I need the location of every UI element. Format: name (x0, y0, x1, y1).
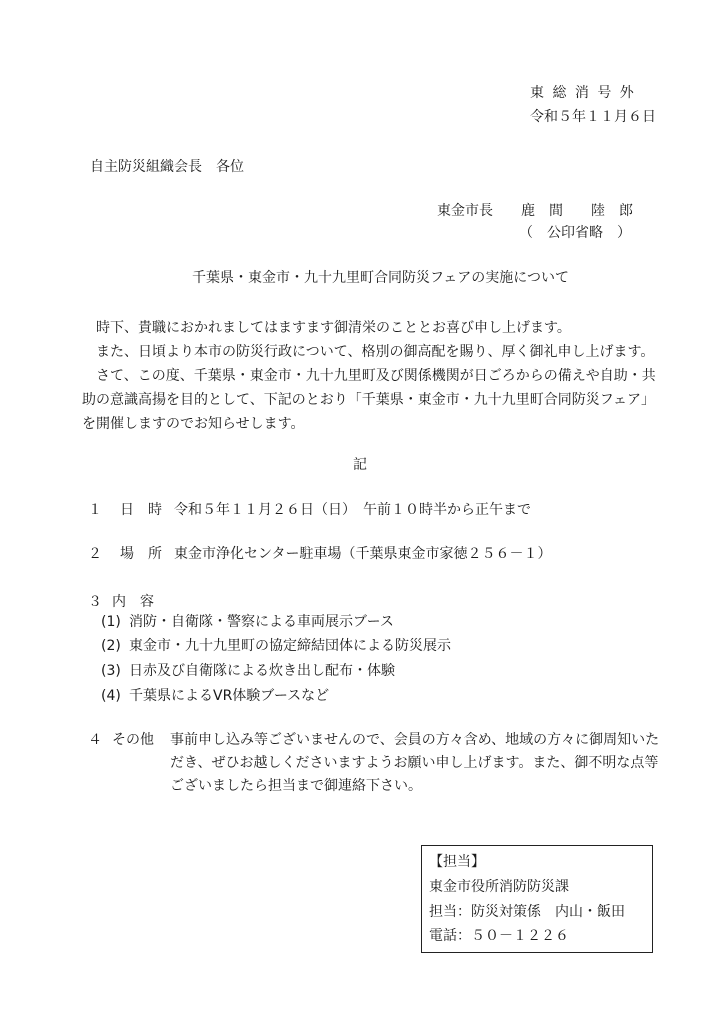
item-other-head (88, 729, 154, 752)
item-content-number: ３ (88, 594, 102, 610)
item-other-label: その他 (112, 732, 154, 748)
item-date-value: 令和５年１１月２６日（日） 午前１０時半から正午まで (174, 502, 531, 518)
subitem-number: (1) (101, 614, 121, 630)
body-paragraph-2: また、日頃より本市の防災行政について、格別の御高配を賜り、厚く御礼申し上げます。 (96, 344, 655, 360)
item-place-value: 東金市浄化センター駐車場（千葉県東金市家徳２５６－１） (174, 546, 552, 562)
item-place-number: ２ (88, 546, 102, 562)
ki-heading: 記 (353, 457, 367, 473)
document-title: 千葉県・東金市・九十九里町合同防災フェアの実施について (192, 270, 570, 286)
item-place-label: 場 所 (120, 546, 162, 562)
content-subitem (101, 686, 329, 706)
body-paragraph-3: さて、この度、千葉県・東金市・九十九里町及び関係機関が日ごろからの備えや自助・共助の意識高揚を目的として、下記のとおり「千葉県・東金市・九十九里町合同防災フェア」を開催しますのでお知らせします。 (82, 368, 656, 432)
contact-box (421, 845, 653, 953)
item-date-label: 日 時 (120, 502, 162, 518)
item-other-text: 事前申し込み等ございませんので、会員の方々含め、地域の方々に御周知いただき、ぜひお越しくださいますようお願い申し上げます。また、御不明な点等ございましたら担当まで御連絡下さい。 (170, 732, 660, 794)
item-place (88, 545, 551, 563)
document-date: 令和５年１１月６日 (530, 109, 656, 125)
contact-phone: 電話：５０－１２２６ (429, 928, 569, 944)
body-text (82, 316, 667, 436)
content-subitem (101, 636, 451, 656)
item-other (88, 729, 668, 801)
item-date-number: １ (88, 502, 102, 518)
item-other-number: ４ (88, 732, 102, 748)
subitem-text: 日赤及び自衛隊による炊き出し配布・体験 (129, 663, 395, 679)
subitem-number: (2) (101, 638, 121, 654)
document-number: 東 総 消 号 外 (530, 85, 636, 101)
subitem-text: 千葉県によるVR体験ブースなど (129, 688, 330, 704)
recipient: 自主防災組織会長 各位 (90, 159, 244, 175)
item-date (88, 501, 531, 519)
contact-department: 東金市役所消防防災課 (429, 879, 569, 895)
subitem-number: (3) (101, 663, 121, 679)
item-content (88, 593, 154, 611)
item-content-label: 内 容 (112, 594, 154, 610)
subitem-text: 消防・自衛隊・警察による車両展示ブース (129, 614, 394, 630)
seal-note: （ 公印省略 ） (519, 225, 631, 241)
body-paragraph-1: 時下、貴職におかれましてはますます御清栄のこととお喜び申し上げます。 (96, 320, 571, 336)
subitem-text: 東金市・九十九里町の協定締結団体による防災展示 (129, 638, 451, 654)
content-subitem (101, 661, 395, 681)
subitem-number: (4) (101, 688, 121, 704)
content-subitem (101, 612, 394, 632)
sender-name: 東金市長 鹿 間 陸 郎 (437, 203, 633, 219)
contact-heading: 【担当】 (429, 854, 485, 870)
contact-person: 担当：防災対策係 内山・飯田 (429, 904, 625, 920)
